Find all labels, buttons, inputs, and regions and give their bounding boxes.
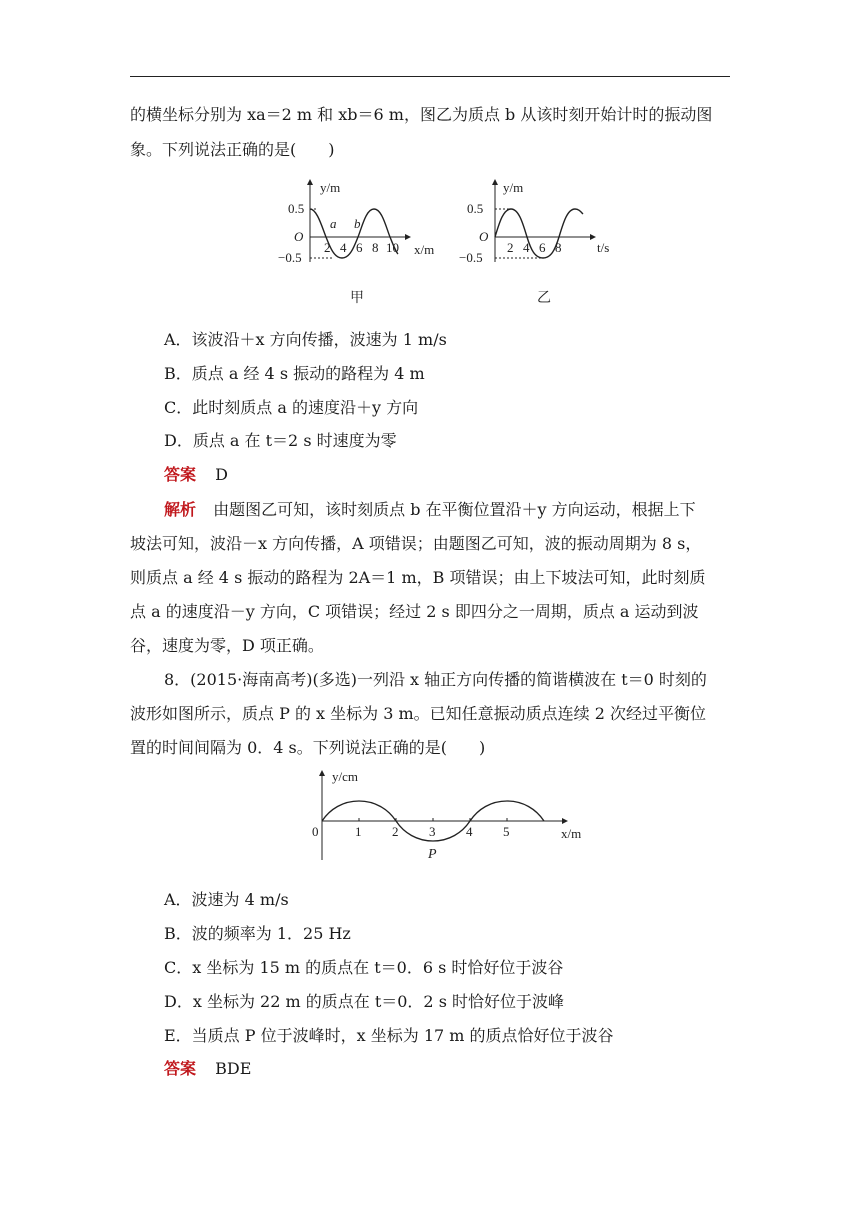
y-axis-label: y/m — [320, 180, 341, 195]
q7-answer — [164, 462, 228, 485]
q8-stem-line-1: 8．(2015·海南高考)(多选)一列沿 x 轴正方向传播的简谐横波在 t＝0 时刻的 — [164, 670, 707, 689]
answer-label: 答案 — [164, 465, 197, 484]
origin-label: O — [479, 229, 489, 244]
x-tick-4: 4 — [340, 240, 347, 255]
q7-analysis-line-4: 点 a 的速度沿－y 方向，C 项错误；经过 2 s 即四分之一周期，质点 a 运动到波 — [130, 602, 699, 621]
x-tick-10: 10 — [386, 240, 399, 255]
t-tick-2: 2 — [507, 240, 514, 255]
y-axis-label: y/cm — [332, 769, 358, 784]
figure-q8-waveform — [305, 765, 595, 870]
q8-option-a: A．波速为 4 m/s — [164, 890, 289, 909]
x-tick-6: 6 — [356, 240, 363, 255]
t-tick-4: 4 — [523, 240, 530, 255]
x-tick-2: 2 — [392, 824, 399, 839]
figure-yi — [455, 172, 635, 307]
q8-answer — [164, 1056, 251, 1079]
figure-caption-jia: 甲 — [350, 291, 364, 306]
q7-analysis-line-3: 则质点 a 经 4 s 振动的路程为 2A＝1 m，B 项错误；由上下坡法可知，此时刻质 — [130, 568, 706, 587]
t-axis-label: t/s — [597, 240, 610, 255]
answer-label: 答案 — [164, 1059, 197, 1078]
x-tick-1: 1 — [355, 824, 362, 839]
x-tick-8: 8 — [372, 240, 379, 255]
q7-stem-line-1: 的横坐标分别为 xa＝2 m 和 xb＝6 m，图乙为质点 b 从该时刻开始计时的振动图 — [130, 105, 713, 124]
y-tick-neg: −0.5 — [459, 250, 483, 265]
q8-stem-line-2: 波形如图所示，质点 P 的 x 坐标为 3 m。已知任意振动质点连续 2 次经过平衡位 — [130, 704, 707, 723]
figure-jia — [270, 172, 450, 307]
analysis-label: 解析 — [164, 500, 197, 519]
q8-option-d: D．x 坐标为 22 m 的质点在 t＝0．2 s 时恰好位于波峰 — [164, 992, 564, 1011]
x-tick-0: 0 — [312, 824, 319, 839]
x-tick-4: 4 — [466, 824, 473, 839]
q7-analysis-line-5: 谷，速度为零，D 项正确。 — [130, 636, 324, 655]
q7-option-c: C．此时刻质点 a 的速度沿＋y 方向 — [164, 398, 419, 417]
q7-option-d: D．质点 a 在 t＝2 s 时速度为零 — [164, 431, 397, 450]
t-tick-8: 8 — [555, 240, 562, 255]
q7-stem-line-2: 象。下列说法正确的是( ) — [130, 140, 335, 159]
header-rule — [130, 76, 730, 77]
q7-analysis-line-2: 坡法可知，波沿－x 方向传播，A 项错误；由题图乙可知，波的振动周期为 8 s， — [130, 534, 702, 553]
y-tick-pos: 0.5 — [467, 201, 484, 216]
t-tick-6: 6 — [539, 240, 546, 255]
answer-value: D — [215, 465, 228, 484]
origin-label: O — [294, 229, 304, 244]
point-p-label: P — [428, 847, 437, 862]
q8-option-b: B．波的频率为 1．25 Hz — [164, 924, 351, 943]
y-tick-pos: 0.5 — [288, 201, 305, 216]
y-axis-label: y/m — [503, 180, 524, 195]
x-tick-5: 5 — [503, 824, 510, 839]
point-b-label: b — [354, 216, 361, 231]
q8-option-e: E．当质点 P 位于波峰时，x 坐标为 17 m 的质点恰好位于波谷 — [164, 1026, 614, 1045]
q8-stem-line-3: 置的时间间隔为 0．4 s。下列说法正确的是( ) — [130, 738, 486, 757]
x-axis-label: x/m — [414, 242, 435, 257]
x-tick-3: 3 — [429, 824, 436, 839]
q7-analysis-line-1: 解析 由题图乙可知，该时刻质点 b 在平衡位置沿＋y 方向运动，根据上下 — [164, 500, 696, 519]
q7-option-a: A．该波沿＋x 方向传播，波速为 1 m/s — [164, 330, 447, 349]
point-a-label: a — [330, 216, 337, 231]
q8-option-c: C．x 坐标为 15 m 的质点在 t＝0．6 s 时恰好位于波谷 — [164, 958, 564, 977]
figure-caption-yi: 乙 — [537, 291, 551, 306]
q7-option-b: B．质点 a 经 4 s 振动的路程为 4 m — [164, 364, 425, 383]
x-tick-2: 2 — [324, 240, 331, 255]
answer-value: BDE — [215, 1059, 252, 1078]
x-axis-label: x/m — [561, 826, 582, 841]
y-tick-neg: −0.5 — [278, 250, 302, 265]
